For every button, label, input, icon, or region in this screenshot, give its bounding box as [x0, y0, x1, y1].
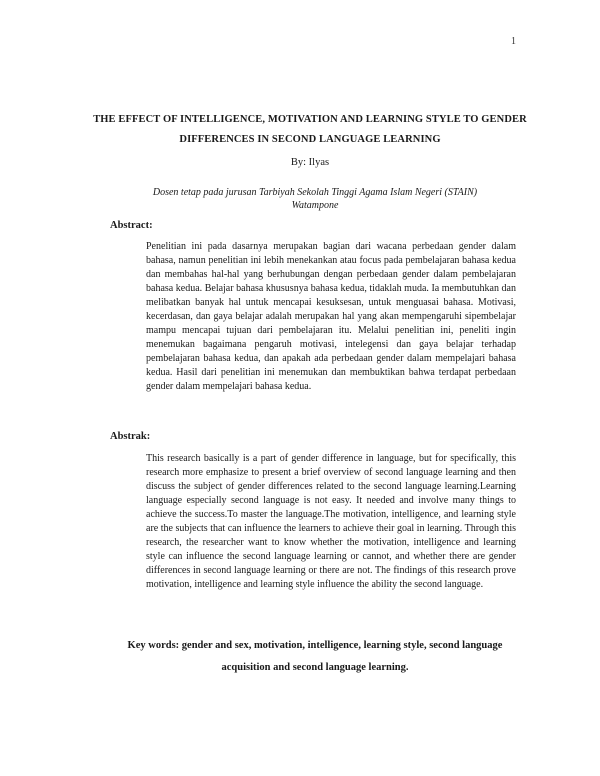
abstract-heading: Abstract: [110, 220, 153, 231]
keywords-text: : gender and sex, motivation, intelligence, learning style, second language acquisition and second language learning. [175, 640, 503, 673]
keywords-label: Key words [127, 640, 176, 651]
page-number: 1 [511, 36, 516, 47]
abstrak-body: This research basically is a part of gender difference in language, but for specifically, this research more emphasize to present a brief overview of second language learning and then discuss the subject of gender differences related to the second language learning.Learning language especially second language is not easy. It needed and involve many things to achieve the success.To master the language.The motivation, intelligence, and learning style are the subjects that can influence the learners to achieve their goal in learning. Through this research, the researcher want to know whether the motivation, intelligence and learning style can influence the second language learning or cannot, and whether there are gender differences in second language learning or there are not. The findings of this research prove motivation, intelligence and learning style influence the ability the second language. [146, 453, 516, 590]
author-line: By: Ilyas [290, 157, 330, 168]
abstract-body: Penelitian ini pada dasarnya merupakan bagian dari wacana perbedaan gender dalam bahasa, namun penelitian ini lebih menekankan atau focus pada pembelajaran bahasa kedua dan membahas hal-hal yang berhubungan dengan perbedaan gender dalam pembelajaran bahasa kedua. Belajar bahasa khususnya bahasa kedua, tidaklah muda. Ia membutuhkan dan melibatkan banyak hal untuk mencapai kesuksesan, untuk menguasai bahasa. Motivasi, kecerdasan, dan gaya belajar adalah merupakan hal yang akan mempengaruhi sipembelajar mampu mencapai tujuan dari pembelajaran itu. Melalui penelitian ini, peneliti ingin menemukan bagaimana pengaruh motivasi, intelegensi dan gaya belajar terhadap pembelajaran bahasa kedua, dan apakah ada perbedaan gender dalam mempelajari bahasa kedua. Hasil dari penelitian ini menemukan dan membuktikan bahwa terdapat perbedaan gender dalam mempelajari bahasa kedua. [146, 241, 516, 392]
abstrak-heading: Abstrak: [110, 431, 151, 442]
paper-title: THE EFFECT OF INTELLIGENCE, MOTIVATION AND LEARNING STYLE TO GENDER DIFFERENCES IN SECOND LANGUAGE LEARNING [93, 114, 527, 145]
author-affiliation: Dosen tetap pada jurusan Tarbiyah Sekolah Tinggi Agama Islam Negeri (STAIN) Watampone [152, 187, 478, 211]
keywords-block [110, 635, 520, 679]
